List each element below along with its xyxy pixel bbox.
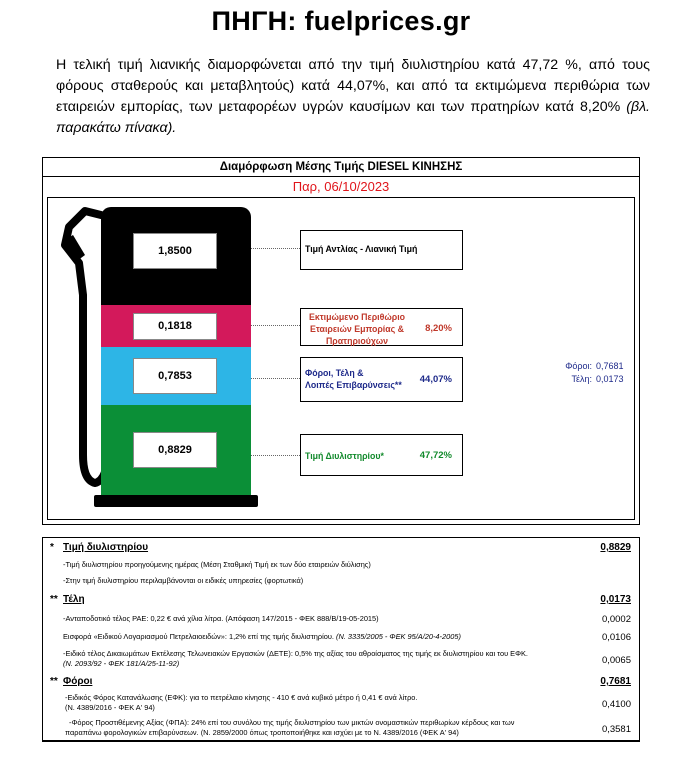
leader-line-taxes (251, 378, 300, 379)
intro-text: Η τελική τιμή λιανικής διαμορφώνεται από την τιμή διυλιστηρίου κατά 47,72 %, από τους φόρους σταθερούς και μεταβλητούς) κατά 44,07%, και από τα εκτιμώμενα περιθώρια των εταιρειών εμπορίας, των μεταφορέων υγρών καυσίμων και των πρατηρίων κατά 8,20% (56, 57, 650, 115)
taxes-percent: 44,07% (419, 374, 452, 385)
foroi-item-fpa-text2: παραπάνω φορολογικών επιβαρύνσεων. (Ν. 2859/2000 όπως τροποποιήθηκε και ισχύει με το Ν. 4389/2016 (ΦΕΚ Α' 94) (65, 728, 459, 737)
taxes-label (305, 367, 402, 391)
chart-date: Παρ, 06/10/2023 (292, 179, 390, 194)
pump-base (94, 495, 258, 507)
chart-title: Διαμόρφωση Μέσης Τιμής DIESEL ΚΙΝΗΣΗΣ (42, 157, 640, 177)
side-foroi-label: Φόροι: (565, 361, 592, 371)
leader-line-base (251, 455, 300, 456)
foroi-title: Φόροι (63, 676, 93, 687)
foroi-item-fpa-amount: 0,3581 (601, 724, 631, 735)
margin-label-box (300, 308, 463, 346)
intro-paragraph (56, 55, 650, 139)
teli-star: ** (50, 594, 58, 605)
refinery-percent: 47,72% (419, 450, 452, 461)
side-foroi (558, 361, 624, 371)
refinery-label: Τιμή Διυλιστηρίου* (305, 451, 384, 461)
taxes-label-box (300, 357, 463, 402)
refinery-price-value: 0,8829 (133, 432, 217, 468)
foroi-item-efk-amount: 0,4100 (601, 699, 631, 710)
refinery-title: Τιμή διυλιστηρίου (63, 542, 149, 553)
foroi-item-efk-text: -Ειδικός Φόρος Κατανάλωσης (ΕΦΚ): για το πετρέλαιο κίνησης - 410 € ανά κυβικό μέτρο ή 0,41 € ανά λίτρο. (65, 693, 418, 702)
page-title: ΠΗΓΗ: fuelprices.gr (211, 6, 471, 36)
taxes-label-line1: Φόροι, Τέλη & (305, 368, 364, 378)
teli-item-dete-amount: 0,0065 (601, 655, 631, 666)
refinery-note-2-text: -Στην τιμή διυλιστηρίου περιλαμβάνονται οι ειδικές υπηρεσίες (φορτωτικά) (63, 576, 304, 585)
margin-label (305, 311, 409, 347)
side-teli-label: Τέλη: (571, 374, 592, 384)
teli-item-rae-text: -Ανταποδοτικό τέλος ΡΑΕ: 0,22 € ανά χίλια λίτρα. (Απόφαση 147/2015 - ΦΕΚ 888/Β/19-05-2015) (63, 614, 379, 623)
side-teli-value: 0,0173 (596, 374, 624, 384)
margin-label-line2: Εταιρειών Εμπορίας & (309, 324, 404, 334)
taxes-label-line2: Λοιπές Επιβαρύνσεις** (305, 380, 402, 390)
margin-label-line1: Εκτιμώμενο Περιθώριο (308, 312, 406, 322)
side-foroi-value: 0,7681 (596, 361, 624, 371)
refinery-note-1-text: -Τιμή διυλιστηρίου προηγούμενης ημέρας (Μέση Σταθμική Τιμή εκ των δύο εταιρειών διύλισης) (63, 560, 371, 569)
side-teli (558, 374, 624, 384)
leader-line-margin (251, 325, 300, 326)
foroi-item-fpa-text: -Φόρος Προστιθέμενης Αξίας (ΦΠΑ): 24% επί του συνόλου της τιμής διυλιστηρίου των μικτών ονομαστικών περιθωρίων κέρδους και των (69, 718, 515, 727)
teli-item-elp-desc (63, 632, 461, 641)
margin-percent: 8,20% (425, 323, 452, 334)
teli-item-rae-amount: 0,0002 (601, 614, 631, 625)
refinery-label-box (300, 434, 463, 476)
teli-item-dete-text: -Ειδικό τέλος Δικαιωμάτων Εκτέλεσης Τελωνειακών Εργασιών (ΔΕΤΕ): 0,5% της αξίας του αθροίσματος της τιμής εκ διυλιστηρίου και του ΕΦΚ. (63, 649, 528, 658)
leader-line-total (251, 248, 300, 249)
taxes-value: 0,7853 (133, 358, 217, 394)
foroi-item-efk-ref: (Ν. 4389/2016 - ΦΕΚ Α' 94) (65, 703, 155, 712)
teli-item-elp-ref: (Ν. 3335/2005 - ΦΕΚ 95/Α/20-4-2005) (335, 632, 461, 641)
retail-price-label-box (300, 230, 463, 270)
teli-item-dete-ref: (Ν. 2093/92 - ΦΕΚ 181/Α/25-11-92) (63, 659, 180, 668)
teli-title: Τέλη (63, 594, 85, 605)
refinery-amount: 0,8829 (600, 542, 631, 553)
foroi-amount: 0,7681 (600, 676, 631, 687)
teli-item-elp-text: Εισφορά «Ειδικού Λογαριασμού Πετρελαιοειδών»: 1,2% επί της τιμής διυλιστηρίου. (63, 632, 334, 641)
teli-item-elp-amount: 0,0106 (601, 632, 631, 643)
breakdown-table (42, 537, 640, 742)
margin-label-line3: Πρατηριούχων (325, 336, 389, 346)
retail-price-value: 1,8500 (133, 233, 217, 269)
intro-reference: (βλ. παρακάτω πίνακα). (56, 99, 650, 136)
retail-price-label: Τιμή Αντλίας - Λιανική Τιμή (305, 244, 418, 254)
teli-amount: 0,0173 (600, 594, 631, 605)
margin-value: 0,1818 (133, 313, 217, 340)
refinery-star: * (50, 542, 54, 553)
foroi-star: ** (50, 676, 58, 687)
